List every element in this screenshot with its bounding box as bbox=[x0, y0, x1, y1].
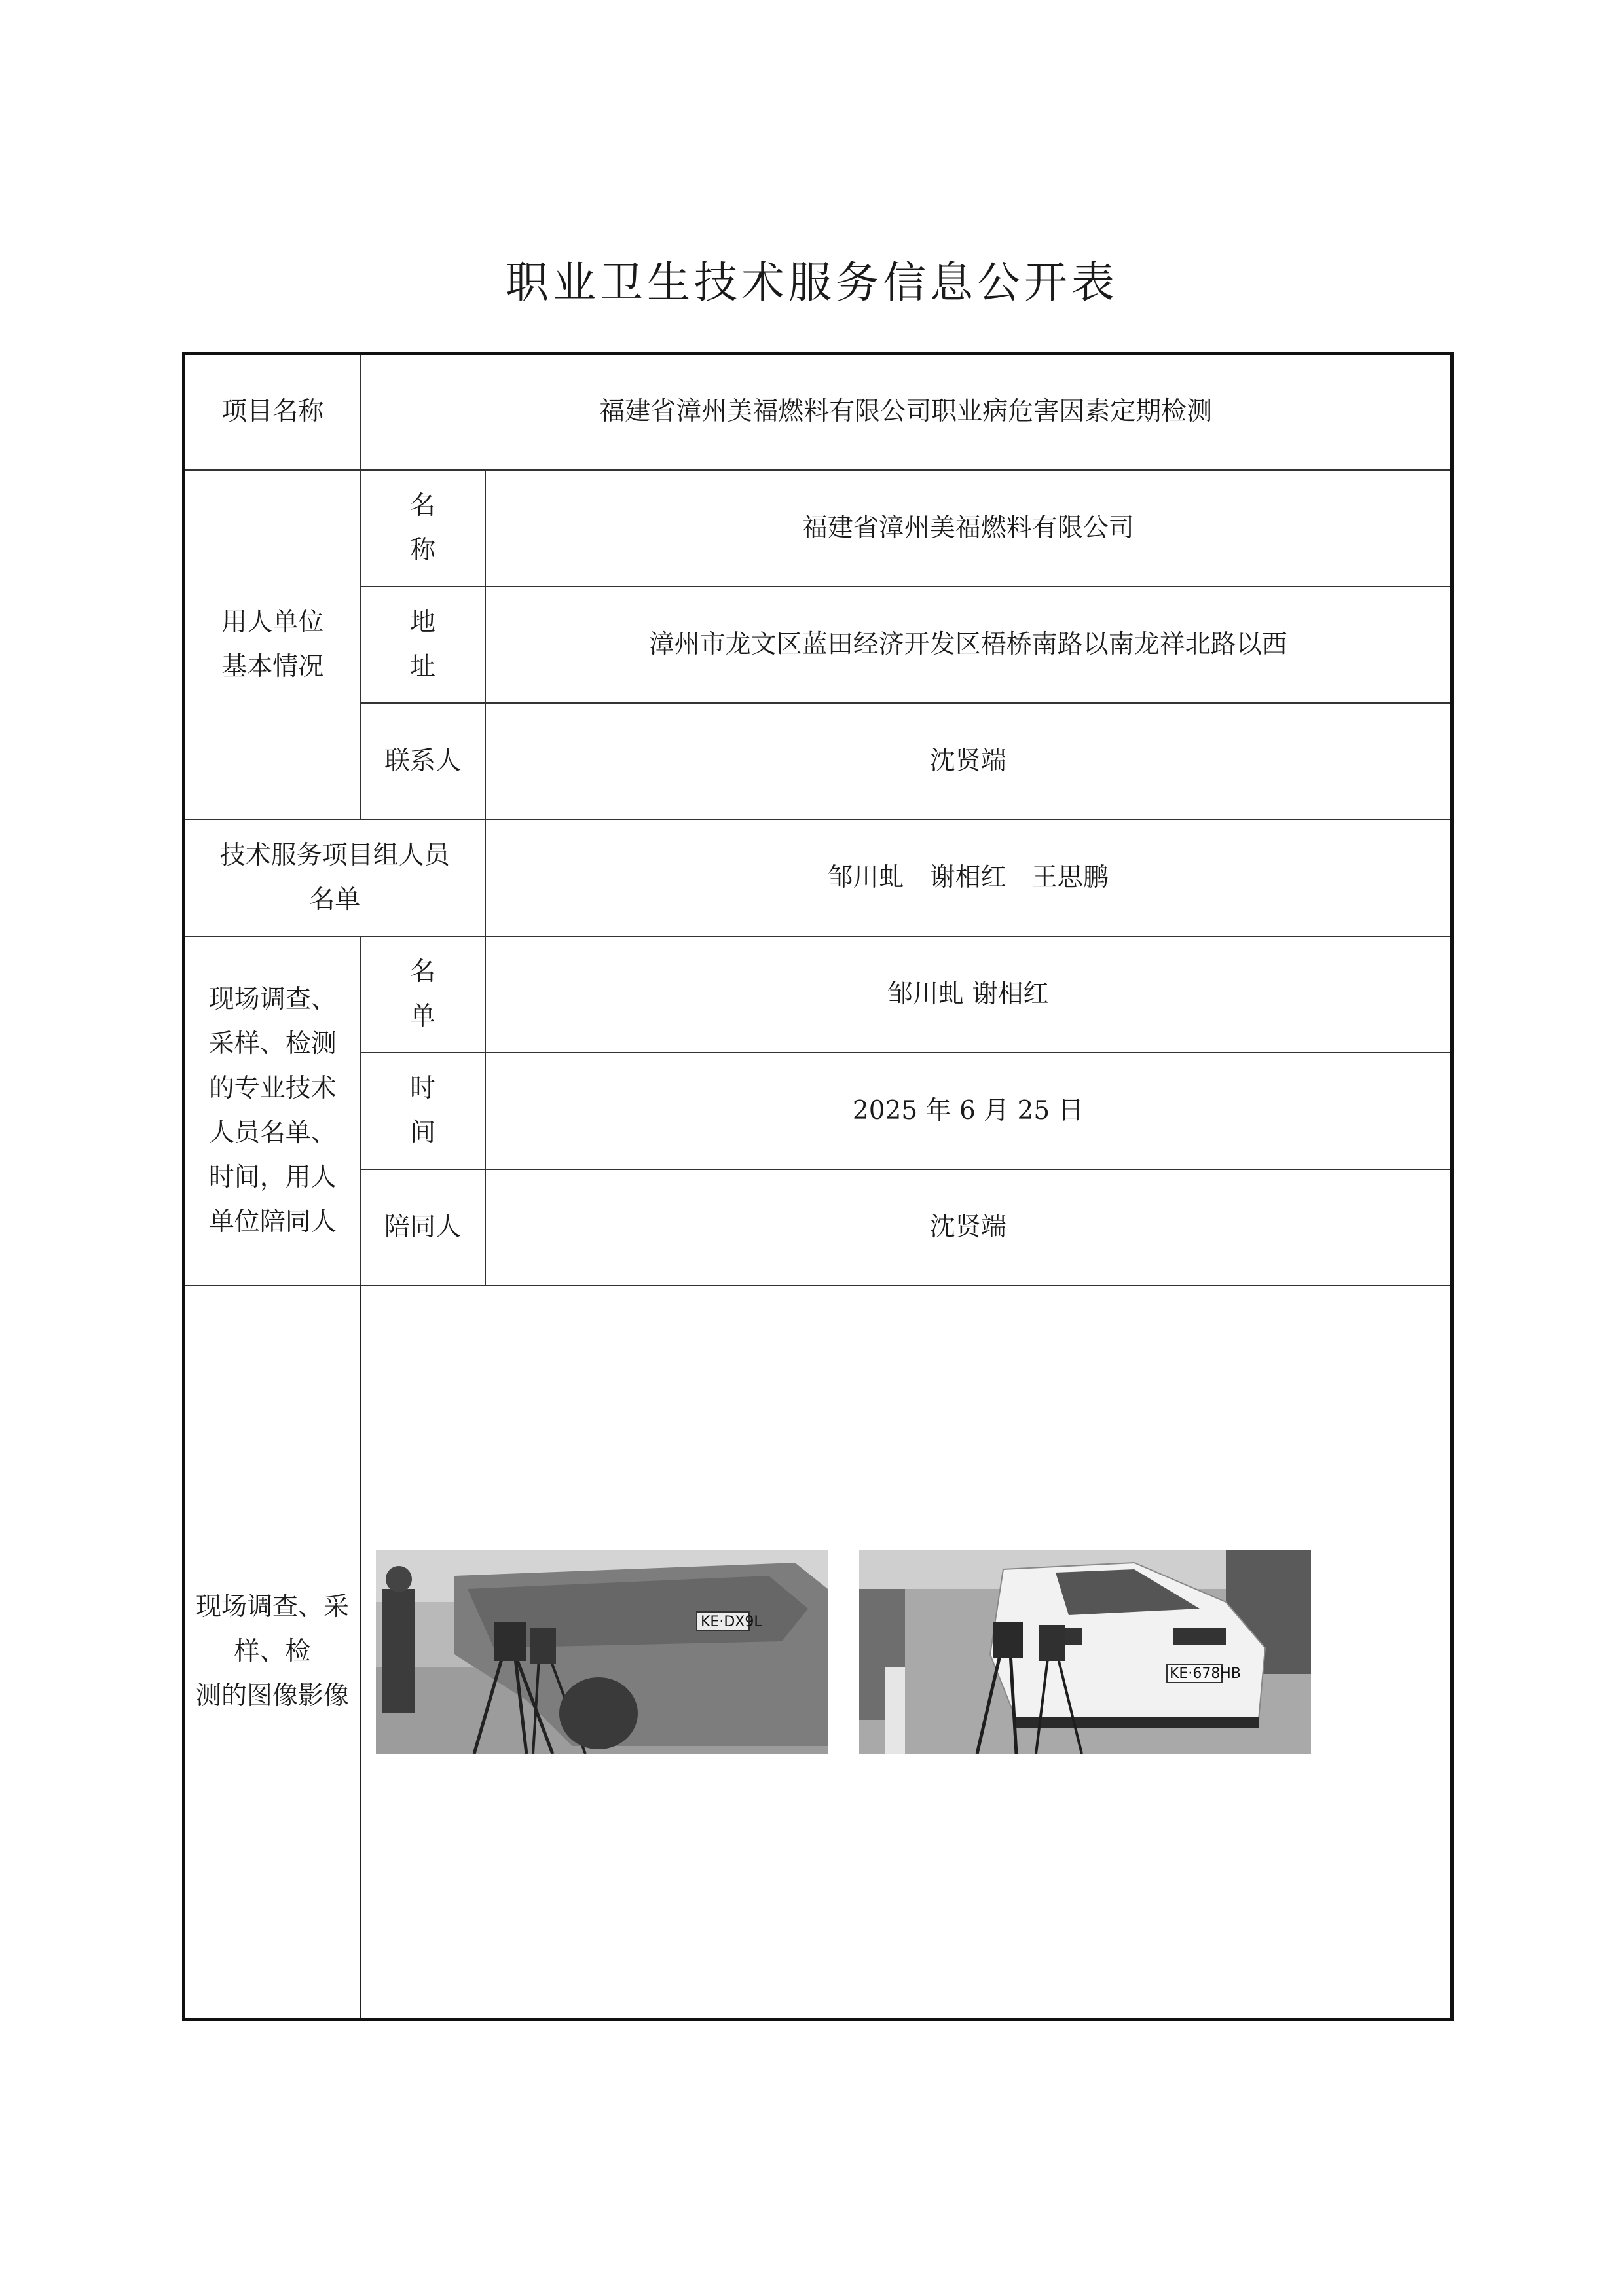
survey-escort-label: 陪同人 bbox=[361, 1169, 485, 1286]
employer-contact-value: 沈贤端 bbox=[485, 703, 1452, 820]
team-value: 邹川虬 谢相红 王思鹏 bbox=[485, 820, 1452, 936]
site-photo-2 bbox=[859, 1550, 1311, 1754]
employer-name-value: 福建省漳州美福燃料有限公司 bbox=[485, 470, 1452, 587]
images-cell bbox=[361, 1286, 1452, 2020]
employer-contact-label: 联系人 bbox=[361, 703, 485, 820]
survey-list-value: 邹川虬 谢相红 bbox=[485, 936, 1452, 1053]
employer-label: 用人单位 基本情况 bbox=[184, 470, 361, 820]
team-label: 技术服务项目组人员 名单 bbox=[184, 820, 485, 936]
survey-list-label: 名单 bbox=[361, 936, 485, 1053]
survey-time-label: 时间 bbox=[361, 1053, 485, 1169]
employer-address-label: 地址 bbox=[361, 587, 485, 703]
survey-time-value: 2025 年 6 月 25 日 bbox=[485, 1053, 1452, 1169]
info-table bbox=[182, 352, 1454, 2021]
survey-label: 现场调查、 采样、检测 的专业技术 人员名单、 时间，用人 单位陪同人 bbox=[184, 936, 361, 1286]
page-title: 职业卫生技术服务信息公开表 bbox=[506, 257, 1118, 308]
site-photo-1 bbox=[376, 1550, 828, 1754]
images-label: 现场调查、采样、检 测的图像影像 bbox=[184, 1286, 361, 2020]
photo1-plate: KE·DX9L bbox=[701, 1614, 762, 1631]
project-name-label: 项目名称 bbox=[184, 354, 361, 470]
photo2-plate: KE·678HB bbox=[1170, 1666, 1241, 1683]
survey-escort-value: 沈贤端 bbox=[485, 1169, 1452, 1286]
employer-name-label: 名称 bbox=[361, 470, 485, 587]
project-name-value: 福建省漳州美福燃料有限公司职业病危害因素定期检测 bbox=[361, 354, 1452, 470]
employer-address-value: 漳州市龙文区蓝田经济开发区梧桥南路以南龙祥北路以西 bbox=[485, 587, 1452, 703]
